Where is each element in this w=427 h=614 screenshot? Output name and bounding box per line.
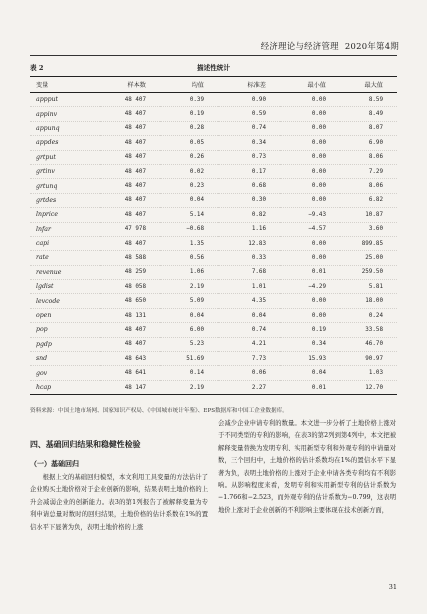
table-row [30,136,397,150]
descriptive-statistics-table [30,76,397,395]
cell-sample-size: 48 650 [100,294,160,308]
cell-mean: 2.19 [160,280,218,294]
cell-sample-size: 48 407 [100,107,160,121]
cell-mean: 0.04 [160,193,218,207]
cell-min: 0.00 [311,96,326,103]
cell-min: 0.00 [280,107,340,121]
cell-variable: lgdist [30,280,100,294]
cell-mean: 0.39 [189,96,204,103]
cell-max: 46.70 [340,337,397,351]
cell-sample-size: 48 407 [100,150,160,164]
cell-min: 0.01 [280,265,340,279]
cell-std-dev: 1.16 [218,222,280,236]
cell-min: 0.00 [280,136,340,150]
cell-mean: 5.14 [160,208,218,222]
table-row [30,294,397,308]
cell-variable: grtunq [30,179,100,193]
cell-max: 6.82 [340,193,397,207]
cell-std-dev: 0.82 [218,208,280,222]
cell-min: 0.00 [280,150,340,164]
cell-mean: 0.19 [160,107,218,121]
header-variable: 变量 [30,77,100,93]
cell-variable: capi [30,236,100,250]
table-row [30,193,397,207]
cell-variable: appunq [30,121,100,135]
cell-sample-size: 48 407 [100,121,160,135]
cell-sample-size: 48 407 [100,193,160,207]
table-row [30,222,397,236]
subsection-heading: （一）基础回归 [30,460,79,468]
table-row [30,93,397,107]
cell-max: 8.59 [368,96,383,103]
cell-std-dev: 7.68 [218,265,280,279]
cell-variable: snd [30,352,100,366]
header-sample-size: 样本数 [100,77,160,93]
cell-sample-size: 48 407 [100,337,160,351]
cell-min: 0.04 [280,366,340,380]
cell-std-dev: 12.83 [218,236,280,250]
cell-variable: appdes [30,136,100,150]
cell-min: 0.00 [280,193,340,207]
cell-variable: levcode [30,294,100,308]
cell-sample-size: 48 131 [100,308,160,322]
header-std-dev: 标准差 [218,77,280,93]
cell-mean: 5.23 [160,337,218,351]
table-row [30,308,397,322]
table-row [30,380,397,394]
cell-std-dev: 0.04 [218,308,280,322]
cell-min: 0.19 [280,323,340,337]
table-row [30,150,397,164]
cell-mean: 51.69 [160,352,218,366]
cell-min: −4.29 [280,280,340,294]
cell-min: 0.00 [280,121,340,135]
cell-sample-size: 48 407 [100,164,160,178]
cell-sample-size: 48 259 [100,265,160,279]
cell-mean: 5.09 [160,294,218,308]
cell-max: 10.87 [340,208,397,222]
cell-min: 0.00 [280,236,340,250]
cell-max: 33.58 [340,323,397,337]
table-caption [30,62,397,72]
cell-std-dev: 4.35 [218,294,280,308]
header-rule [30,55,397,56]
page-number: 31 [388,583,397,591]
cell-min: 0.34 [280,337,340,351]
cell-max: 1.03 [340,366,397,380]
cell-min: 15.93 [280,352,340,366]
cell-variable: lnfar [30,222,100,236]
cell-mean: 2.19 [160,380,218,394]
cell-variable: open [30,308,100,322]
table-row [30,179,397,193]
cell-max: 8.06 [340,179,397,193]
cell-sample-size: 48 147 [100,380,160,394]
cell-mean: 1.35 [160,236,218,250]
cell-min: −9.43 [280,208,340,222]
cell-mean: 0.23 [160,179,218,193]
cell-max: 25.00 [340,251,397,265]
cell-max: 8.06 [340,150,397,164]
cell-variable: grtdes [30,193,100,207]
cell-variable: hcap [30,380,100,394]
cell-max: 12.70 [340,380,397,394]
cell-mean: 0.04 [160,308,218,322]
issue-label: 2020年第4期 [344,41,399,51]
cell-max: 90.97 [340,352,397,366]
cell-mean: 0.28 [160,121,218,135]
cell-std-dev: 7.73 [218,352,280,366]
cell-std-dev: 2.27 [218,380,280,394]
cell-mean: 6.00 [160,323,218,337]
table-row [30,107,397,121]
cell-min: 0.00 [280,294,340,308]
cell-variable: revenue [30,265,100,279]
table-row [30,208,397,222]
cell-sample-size: 48 407 [100,236,160,250]
cell-std-dev: 0.68 [218,179,280,193]
table-row [30,251,397,265]
cell-max: 8.49 [340,107,397,121]
body-paragraph: 根据上文的基础回归模型，本文利用工具变量的方法估计了企业购买土地价格对于企业创新的影响，结果表明土地价格的上升会减弱企业的创新能力。表3的第1列报告了被解释变量为专利申请总量对数时的回归结果，土地价格的估计系数在1%的置信水平下显著为负，表明土地价格的上涨 [30,474,208,531]
cell-std-dev: 0.74 [218,121,280,135]
cell-min: 0.01 [280,380,340,394]
table-row [30,265,397,279]
cell-std-dev: 0.06 [218,366,280,380]
cell-sample-size: 48 407 [100,208,160,222]
header-max: 最大值 [340,77,397,93]
cell-mean: 1.06 [160,265,218,279]
cell-max: 899.85 [340,236,397,250]
cell-std-dev: 0.74 [218,323,280,337]
cell-std-dev: 0.90 [251,96,266,103]
cell-std-dev: 4.21 [218,337,280,351]
table-row [30,352,397,366]
cell-min: 0.00 [280,251,340,265]
table-row [30,323,397,337]
cell-variable: rate [30,251,100,265]
cell-std-dev: 0.73 [218,150,280,164]
cell-variable: gov [30,366,100,380]
table-number: 表 2 [30,64,44,72]
cell-max: 3.60 [340,222,397,236]
table-row [30,280,397,294]
table-row [30,236,397,250]
table-row [30,366,397,380]
cell-variable: lnprice [30,208,100,222]
cell-sample-size: 48 588 [100,251,160,265]
cell-mean: 0.05 [160,136,218,150]
cell-variable: pgdp [30,337,100,351]
cell-variable: appput [36,96,59,104]
body-paragraph-continued: 会减少企业申请专利的数量。本文进一步分析了土地价格上涨对于不同类型的专利的影响，在表3的第2列到第4列中，本文把被解释变量替换为发明专利、实用新型专利和外观专利的申请量对数，三个回归中，土地价格的估计系数均在1%的置信水平下显著为负，表明土地价格的上涨对于企业申请各类专利均有不利影响。从影响程度来看，发明专利和实用新型专利的估计系数为−1.766和−2.523，而外观专利的估计系数为−0.799，这表明地价上涨对于企业创新的不利影响主要体现在技术创新方面， [218,420,396,514]
cell-sample-size: 48 643 [100,352,160,366]
cell-max: 7.29 [340,164,397,178]
table-source-note: 资料来源：中国土地市场网、国家知识产权局、《中国城市统计年鉴》、EPS数据库和中国工企业数据库。 [30,408,288,414]
cell-sample-size: 48 407 [100,136,160,150]
cell-std-dev: 0.59 [218,107,280,121]
table-header-row [30,77,397,93]
table-row [30,121,397,135]
table-body [30,93,397,395]
cell-variable: appinv [30,107,100,121]
cell-sample-size: 48 407 [100,179,160,193]
cell-min: −4.57 [280,222,340,236]
cell-mean: 0.56 [160,251,218,265]
cell-max: 8.07 [340,121,397,135]
cell-max: 18.00 [340,294,397,308]
cell-variable: grtput [30,150,100,164]
cell-sample-size: 48 407 [124,96,146,103]
cell-sample-size: 48 407 [100,323,160,337]
cell-variable: grtinv [30,164,100,178]
left-text-column [30,418,208,534]
cell-std-dev: 0.30 [218,193,280,207]
running-head [261,40,399,52]
cell-min: 0.00 [280,308,340,322]
cell-variable: pop [30,323,100,337]
cell-mean: 0.02 [160,164,218,178]
table-title: 描述性统计 [197,64,230,72]
header-min: 最小值 [280,77,340,93]
cell-sample-size: 48 058 [100,280,160,294]
cell-max: 0.24 [340,308,397,322]
cell-mean: 0.26 [160,150,218,164]
cell-max: 6.90 [340,136,397,150]
cell-std-dev: 0.17 [218,164,280,178]
cell-mean: −0.68 [160,222,218,236]
cell-sample-size: 48 641 [100,366,160,380]
journal-name: 经济理论与经济管理 [260,41,339,51]
cell-sample-size: 47 978 [100,222,160,236]
table-row [30,337,397,351]
cell-max: 259.50 [340,265,397,279]
right-text-column [218,418,396,517]
cell-std-dev: 1.01 [218,280,280,294]
cell-mean: 0.14 [160,366,218,380]
header-mean: 均值 [160,77,218,93]
cell-min: 0.00 [280,164,340,178]
cell-min: 0.00 [280,179,340,193]
table-row [30,164,397,178]
section-heading: 四、基础回归结果和稳健性检验 [30,440,141,449]
cell-std-dev: 0.34 [218,136,280,150]
cell-max: 5.81 [340,280,397,294]
cell-std-dev: 0.33 [218,251,280,265]
